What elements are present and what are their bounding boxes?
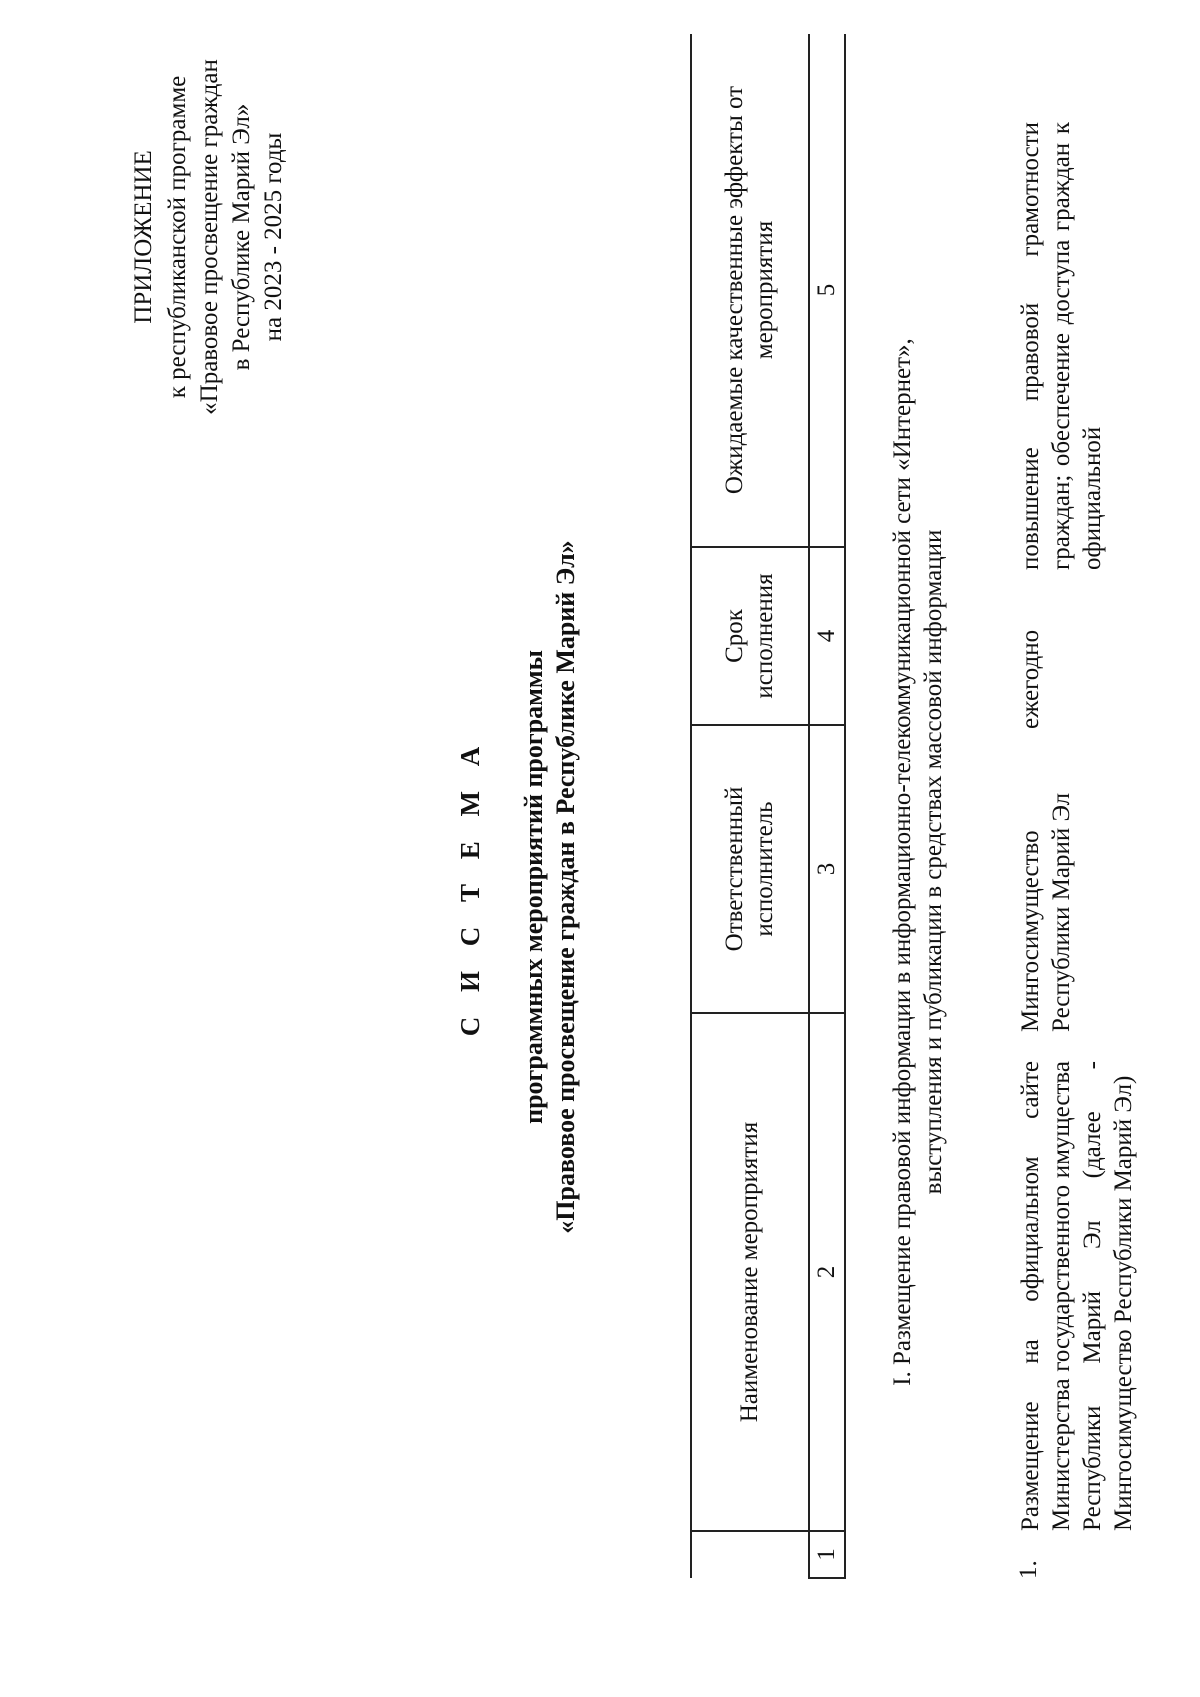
column-number-row <box>809 34 845 1578</box>
appendix-line: на 2023 - 2025 годы <box>260 132 287 342</box>
row-measure-name: Размещение на официальном сайте Министерства государственного имущества Республики Марий Эл (далее - Мингосимущество Республики Марий Эл) <box>1017 1061 1137 1531</box>
title-line: программных мероприятий программы <box>519 650 548 1124</box>
document-title <box>455 377 582 1397</box>
column-header-executor: Ответственный исполнитель <box>691 725 809 1013</box>
row-effect: повышение правовой грамотности граждан; обеспечение доступа граждан к официальной <box>1017 122 1106 570</box>
section-line: I. Размещение правовой информации в информационно-телекоммуникационной сети «Интернет», <box>889 338 916 1386</box>
column-header-name: Наименование мероприятия <box>691 1013 809 1531</box>
column-header-term: Срок исполнения <box>691 547 809 725</box>
column-number: 5 <box>809 34 845 547</box>
column-number: 2 <box>809 1013 845 1531</box>
column-header-effect: Ожидаемые качественные эффекты от мероприятия <box>691 34 809 547</box>
row-executor: Мингосимущество Республики Марий Эл <box>1017 792 1075 1032</box>
table-header-row <box>691 34 809 1578</box>
column-header-number <box>691 1531 809 1578</box>
title-line: «Правовое просвещение граждан в Республике Марий Эл» <box>551 540 580 1234</box>
row-term: ежегодно <box>1017 629 1044 729</box>
appendix-heading: ПРИЛОЖЕНИЕ <box>130 150 157 324</box>
column-number: 1 <box>809 1531 845 1578</box>
row-number: 1. <box>1015 1560 1042 1579</box>
column-number: 4 <box>809 547 845 725</box>
appendix-line: к республиканской программе <box>164 75 191 399</box>
column-number: 3 <box>809 725 845 1013</box>
appendix-header <box>128 27 290 447</box>
appendix-line: «Правовое просвещение граждан <box>196 59 223 415</box>
section-heading <box>887 237 949 1487</box>
appendix-line: в Республике Марий Эл» <box>228 103 255 371</box>
section-line: выступления и публикации в средствах массовой информации <box>920 529 947 1195</box>
measures-table <box>690 34 846 1579</box>
title-word: С И С Т Е М А <box>455 737 485 1037</box>
